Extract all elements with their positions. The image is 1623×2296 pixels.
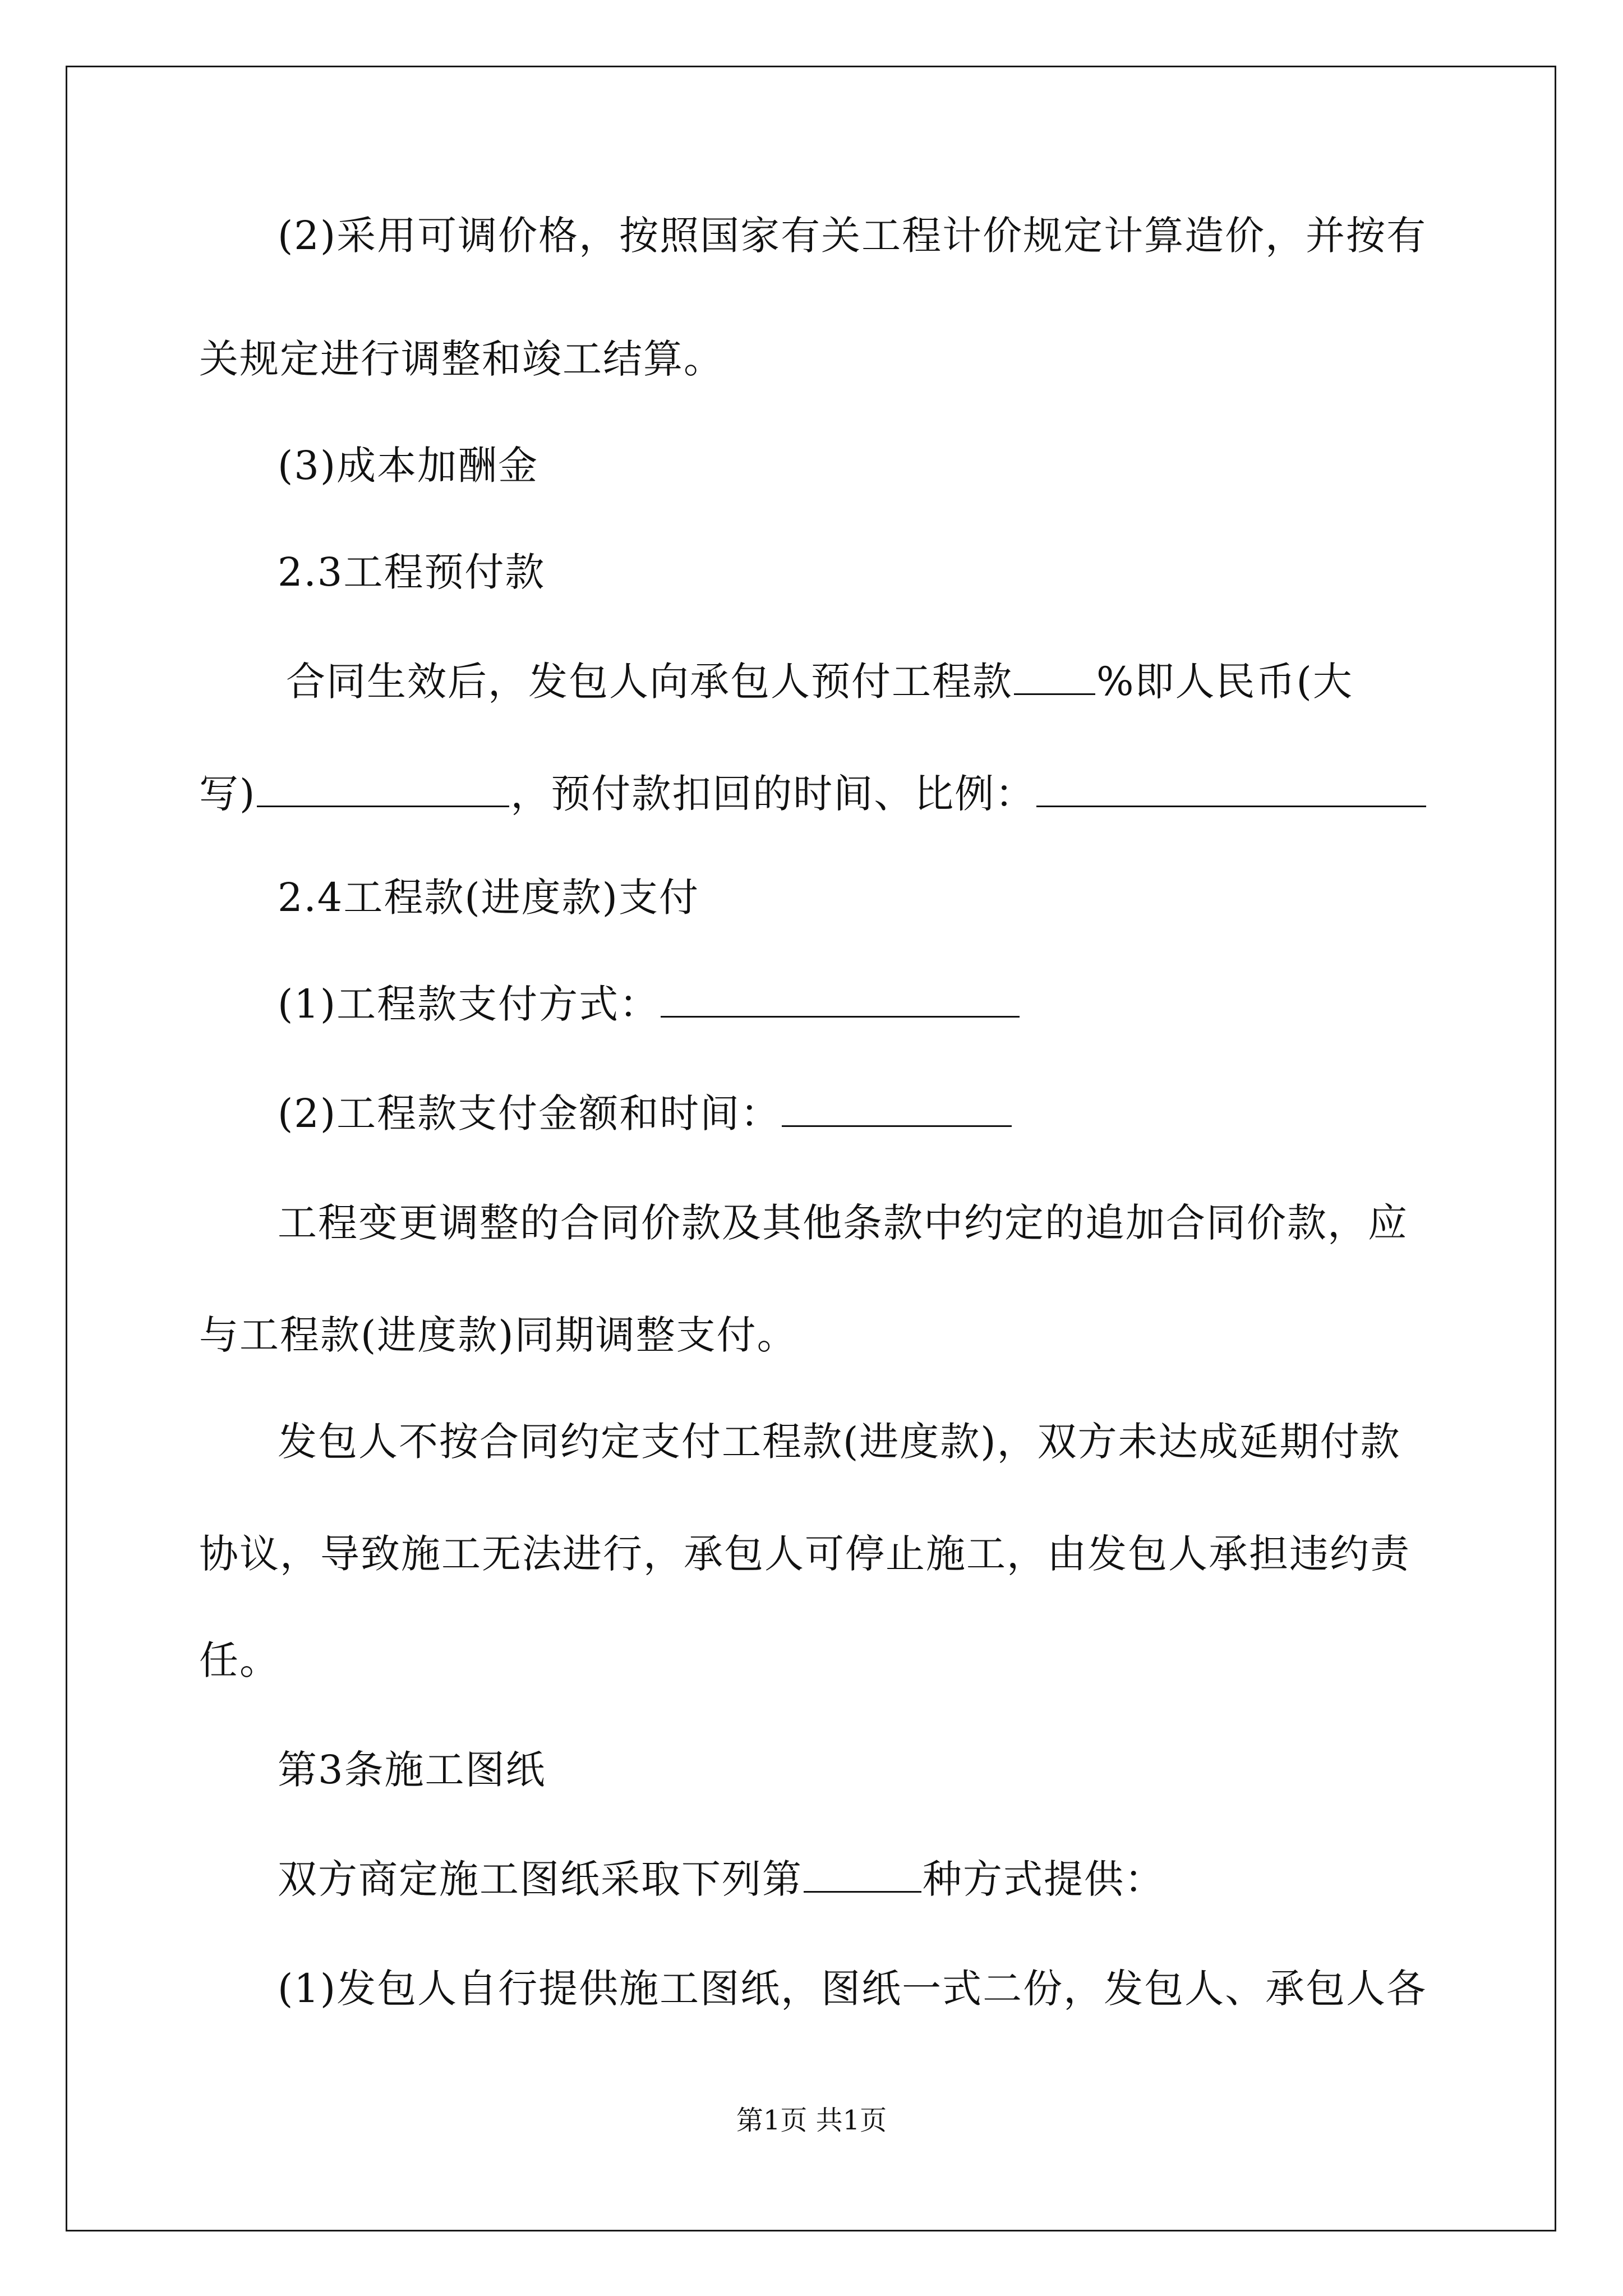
text: (2)工程款支付金额和时间： (278, 1091, 781, 1137)
text: (1)工程款支付方式： (278, 981, 660, 1027)
text: 2.4工程款(进度款)支付 (278, 875, 699, 921)
text: 双方商定施工图纸采取下列第 (278, 1856, 803, 1902)
paragraph-line (0, 208, 1623, 264)
paragraph-line (0, 1851, 1623, 1907)
paragraph-line (0, 654, 1623, 710)
text: 2.3工程预付款 (278, 549, 546, 595)
text: 协议，导致施工无法进行，承包人可停止施工，由发包人承担违约责 (199, 1531, 1410, 1577)
fill-blank (1036, 766, 1426, 807)
text: 工程变更调整的合同价款及其他条款中约定的追加合同价款，应 (278, 1200, 1408, 1246)
page-footer: 第1页 共1页 (736, 2105, 887, 2136)
paragraph-line (0, 1195, 1623, 1251)
paragraph-line (0, 1307, 1623, 1363)
text: (1)发包人自行提供施工图纸，图纸一式二份，发包人、承包人各 (278, 1966, 1427, 2012)
text: 合同生效后，发包人向承包人预付工程款 (286, 659, 1013, 705)
text: 第3条施工图纸 (278, 1747, 546, 1793)
text: (2)采用可调价格，按照国家有关工程计价规定计算造价，并按有 (278, 213, 1427, 259)
paragraph-line (0, 1632, 1623, 1688)
fill-blank (257, 766, 509, 807)
text: 任。 (199, 1637, 280, 1683)
text: %即人民币(大 (1096, 659, 1353, 705)
paragraph-line (0, 766, 1623, 822)
fill-blank (1014, 654, 1095, 695)
fill-blank (661, 977, 1020, 1018)
section-heading (0, 1742, 1623, 1798)
section-heading (0, 544, 1623, 600)
text: 与工程款(进度款)同期调整支付。 (199, 1312, 797, 1358)
text: 写) (199, 771, 256, 817)
text: (3)成本加酬金 (278, 443, 539, 489)
text: ，预付款扣回的时间、比例： (510, 771, 1036, 817)
text: 发包人不按合同约定支付工程款(进度款)，双方未达成延期付款 (278, 1419, 1401, 1465)
paragraph-line (0, 331, 1623, 387)
paragraph-line (0, 976, 1623, 1032)
section-heading (0, 869, 1623, 926)
fill-blank (782, 1086, 1012, 1127)
text: 关规定进行调整和竣工结算。 (199, 336, 724, 382)
paragraph-line (0, 1414, 1623, 1470)
text: 种方式提供： (923, 1856, 1165, 1902)
fill-blank (804, 1852, 921, 1893)
paragraph-line (0, 1961, 1623, 2017)
paragraph-line (0, 1526, 1623, 1582)
paragraph-line (0, 438, 1623, 494)
paragraph-line (0, 1085, 1623, 1142)
